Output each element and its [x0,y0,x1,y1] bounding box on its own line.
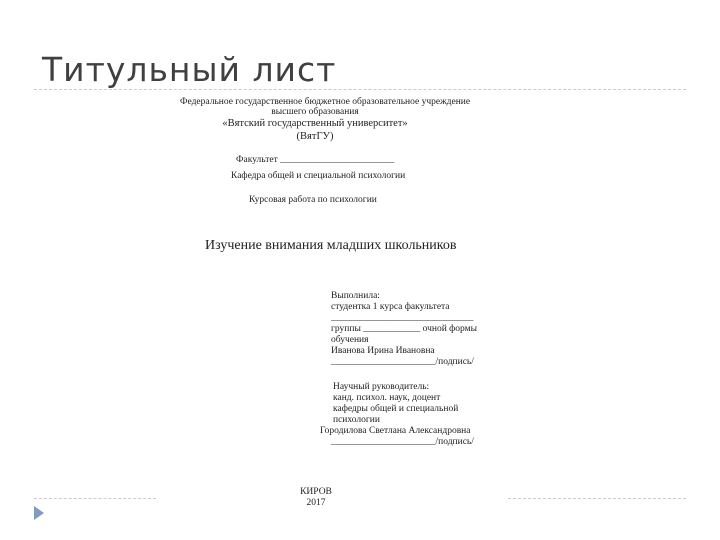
university-short-name: (ВятГУ) [296,131,334,142]
university-name: «Вятский государственный университет» [222,118,408,129]
supervisor-line: канд. психол. наук, доцент [333,393,441,403]
author-line: Выполнила: [331,291,380,301]
slide-title: Титульный лист [42,50,337,89]
author-line: студентка 1 курса факультета [331,302,450,312]
bottom-divider-left [34,498,156,499]
author-line: обучения [331,335,369,345]
supervisor-line: Научный руководитель: [333,382,430,392]
supervisor-line: психологии [333,415,380,425]
supervisor-signature: ______________________/подпись/ [331,437,474,447]
organization-line-2: высшего образования [271,107,359,117]
year: 2017 [306,498,326,508]
author-name: Иванова Ирина Ивановна [331,346,435,356]
faculty-line: Факультет ________________________ [236,155,395,165]
work-type: Курсовая работа по психологии [249,195,377,205]
triangle-marker-icon [34,506,44,520]
supervisor-line: кафедры общей и специальной [333,404,459,414]
supervisor-name: Городилова Светлана Александровна [320,426,471,436]
author-signature: ______________________/подпись/ [331,357,474,367]
city: КИРОВ [300,487,332,497]
author-line: ______________________________ [331,313,474,323]
organization-line-1: Федеральное государственное бюджетное образовательное учреждение [180,97,471,107]
author-line: группы ____________ очной формы [331,324,478,334]
bottom-divider-right [508,498,686,499]
department-line: Кафедра общей и специальной психологии [231,171,406,181]
work-topic: Изучение внимания младших школьников [205,238,457,253]
